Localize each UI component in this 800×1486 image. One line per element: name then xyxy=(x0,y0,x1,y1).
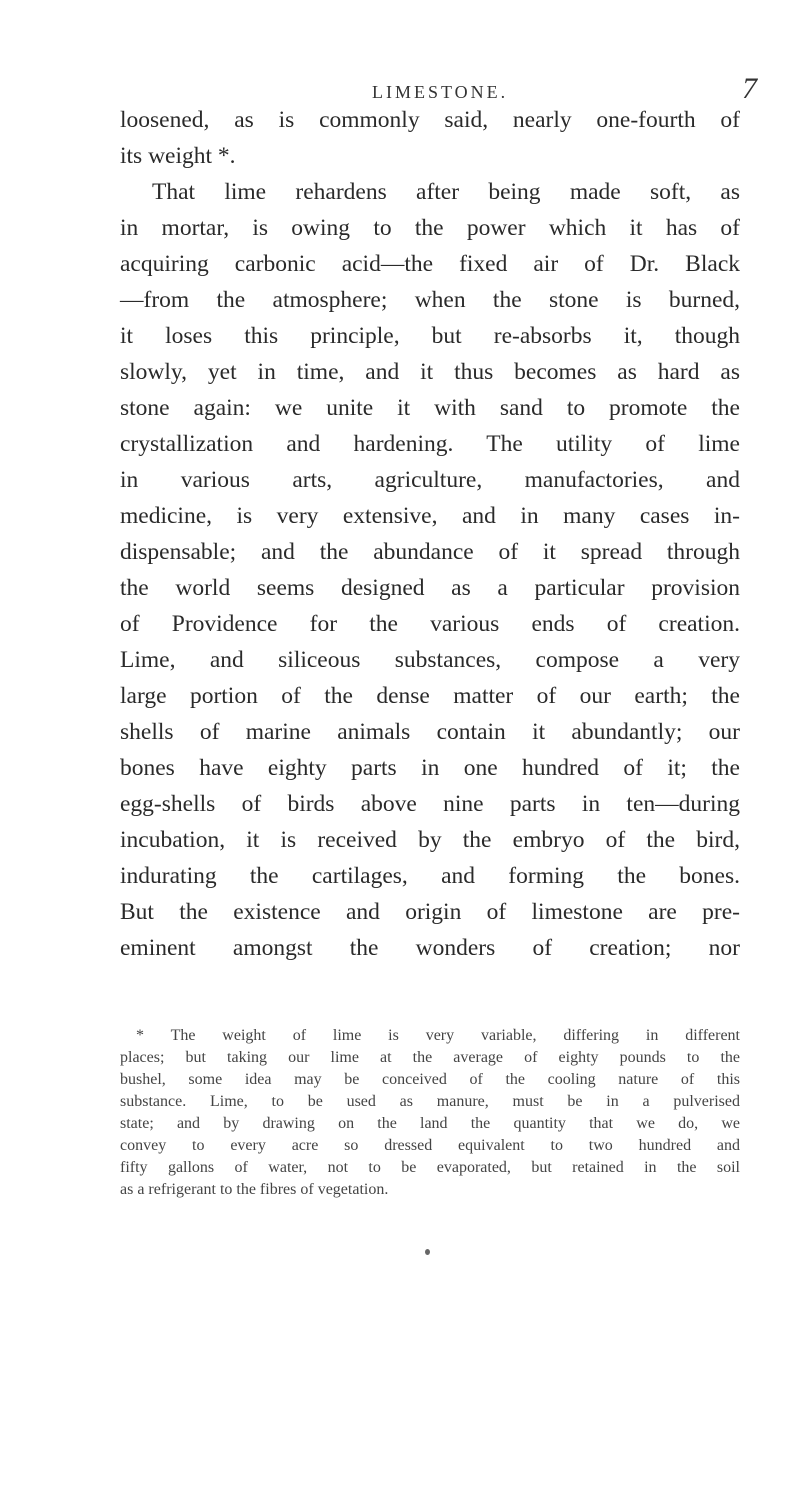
text-line: the world seems designed as a particular provision xyxy=(120,575,740,601)
text-line: of Providence for the various ends of creation. xyxy=(120,611,740,637)
text-line: indurating the cartilages, and forming the bones. xyxy=(120,863,740,889)
text-line: medicine, is very extensive, and in many cases in- xyxy=(120,503,740,529)
text-line: eminent amongst the wonders of creation; nor xyxy=(120,935,740,961)
text-line: slowly, yet in time, and it thus becomes as hard as xyxy=(120,359,740,385)
text-line: acquiring carbonic acid—the fixed air of Dr. Black xyxy=(120,251,740,277)
text-line: in various arts, agriculture, manufactories, and xyxy=(120,467,740,493)
text-line: bones have eighty parts in one hundred of it; the xyxy=(120,755,740,781)
text-line: But the existence and origin of limestone are pre- xyxy=(120,899,740,925)
text-line: dispensable; and the abundance of it spread through xyxy=(120,539,740,565)
text-line: egg-shells of birds above nine parts in ten—during xyxy=(120,791,740,817)
footnote-line: as a refrigerant to the fibres of vegetation. xyxy=(120,1181,389,1198)
running-title: LIMESTONE. xyxy=(372,82,509,102)
body-text xyxy=(120,102,740,966)
text-line: in mortar, is owing to the power which it has of xyxy=(120,215,740,241)
text-line: shells of marine animals contain it abundantly; our xyxy=(120,719,740,745)
footnote-line: substance. Lime, to be used as manure, must be in a pulverised xyxy=(120,1093,740,1110)
text-line: it loses this principle, but re-absorbs it, though xyxy=(120,323,740,349)
text-line: —from the atmosphere; when the stone is burned, xyxy=(120,287,740,313)
text-line: That lime rehardens after being made soft, as xyxy=(152,179,740,205)
text-line: crystallization and hardening. The utility of lime xyxy=(120,431,740,457)
footnote-line: state; and by drawing on the land the quantity that we do, we xyxy=(120,1115,740,1132)
text-line: loosened, as is commonly said, nearly one-fourth of xyxy=(120,107,740,133)
ink-speck xyxy=(425,1249,430,1255)
footnote-line: * The weight of lime is very variable, differing in different xyxy=(136,1027,740,1044)
text-line: incubation, it is received by the embryo of the bird, xyxy=(120,827,740,853)
text-line: Lime, and siliceous substances, compose a very xyxy=(120,647,740,673)
page-number: 7 xyxy=(742,72,757,105)
text-line: its weight *. xyxy=(120,143,236,169)
footnote-line: convey to every acre so dressed equivalent to two hundred and xyxy=(120,1137,740,1154)
text-line: large portion of the dense matter of our earth; the xyxy=(120,683,740,709)
footnote xyxy=(120,1025,740,1201)
footnote-line: fifty gallons of water, not to be evaporated, but retained in the soil xyxy=(120,1159,740,1176)
footnote-line: places; but taking our lime at the average of eighty pounds to the xyxy=(120,1049,740,1066)
text-line: stone again: we unite it with sand to promote the xyxy=(120,395,740,421)
footnote-line: bushel, some idea may be conceived of the cooling nature of this xyxy=(120,1071,740,1088)
